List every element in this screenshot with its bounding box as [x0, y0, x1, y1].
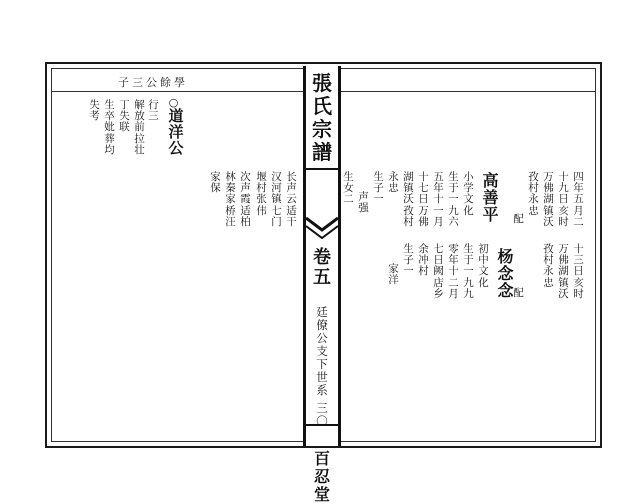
- descendant-column-1: 长声云适干: [286, 171, 297, 228]
- ancestor-name: 道洋公: [168, 107, 184, 157]
- person2-name: 杨念念: [497, 247, 514, 300]
- person2-column-5: 余冲村: [418, 243, 429, 278]
- person2-column-3: 零年十二月: [448, 243, 459, 300]
- descendant-column-3: 堰村张伟: [256, 171, 267, 217]
- series-label: 子三公餘學: [118, 76, 188, 89]
- book-spine: [303, 66, 341, 504]
- hall-name: [306, 450, 338, 504]
- hall-name-text: 百忍堂: [314, 449, 331, 504]
- ancestor-marker: ○: [168, 96, 179, 109]
- chevron-down-ornament-icon: [306, 216, 338, 242]
- person1-column-5: 湖镇沃孜村: [403, 171, 414, 228]
- volume-text: 卷五: [313, 247, 331, 288]
- header-rule-left: [51, 91, 303, 92]
- person1-column-6: 永忠: [388, 171, 399, 195]
- header-rule-right: [341, 91, 596, 92]
- volume-label: [306, 248, 338, 288]
- person1-column-3: 五年十一月: [433, 171, 444, 228]
- right-second-column-2: 万佛湖镇沃: [558, 243, 569, 300]
- children1-name: 声强: [358, 191, 369, 215]
- left-column-2: 解放前拉壮: [134, 99, 145, 156]
- person2-column-1: 初中文化: [478, 243, 489, 289]
- book-title: [306, 72, 338, 164]
- pei-label-2: 配: [513, 287, 524, 299]
- daughters-label: 生女二: [343, 171, 354, 206]
- children1-label: 生子一: [373, 171, 384, 206]
- descendant-column-6: 家保: [210, 171, 221, 195]
- left-column-1: 行三: [148, 99, 159, 123]
- person1-name: 高善平: [482, 171, 499, 224]
- person1-column-1: 小学文化: [463, 171, 474, 217]
- person1-column-4: 十七日万佛: [418, 171, 429, 228]
- person2-column-2: 生于一九九: [463, 243, 474, 300]
- book-title-text: 張氏宗譜: [312, 71, 332, 164]
- right-second-column-1: 十三日亥时: [573, 243, 584, 300]
- spine-divider: [306, 168, 338, 170]
- left-column-5: 失考: [89, 99, 100, 123]
- lineage-subtitle: [306, 306, 338, 397]
- pei-label: 配: [513, 213, 524, 225]
- page-number-text: 三〇: [316, 401, 328, 428]
- person2-column-4: 七日阙店乡: [433, 243, 444, 300]
- spine-divider-lower: [306, 424, 338, 426]
- left-column-4: 生卒妣葬均: [104, 99, 115, 156]
- right-top-column-1: 四年五月二: [573, 171, 584, 228]
- left-column-3: 丁失联: [119, 99, 130, 134]
- right-top-column-3: 万佛湖镇沃: [543, 171, 554, 228]
- descendant-column-4: 次声霞适柏: [240, 171, 251, 228]
- right-second-column-3: 孜村永忠: [543, 243, 554, 289]
- person1-column-2: 生于一九六: [448, 171, 459, 228]
- right-top-column-4: 孜村永忠: [528, 171, 539, 217]
- descendant-column-5: 林秦家桥汪: [225, 171, 236, 228]
- right-top-column-2: 十九日亥时: [558, 171, 569, 228]
- children2-label: 生子一: [403, 243, 414, 278]
- children2-name: 家洋: [388, 263, 399, 287]
- lineage-subtitle-text: 廷僚公支下世系: [316, 305, 328, 397]
- descendant-column-2: 汉河镇七门: [271, 171, 282, 228]
